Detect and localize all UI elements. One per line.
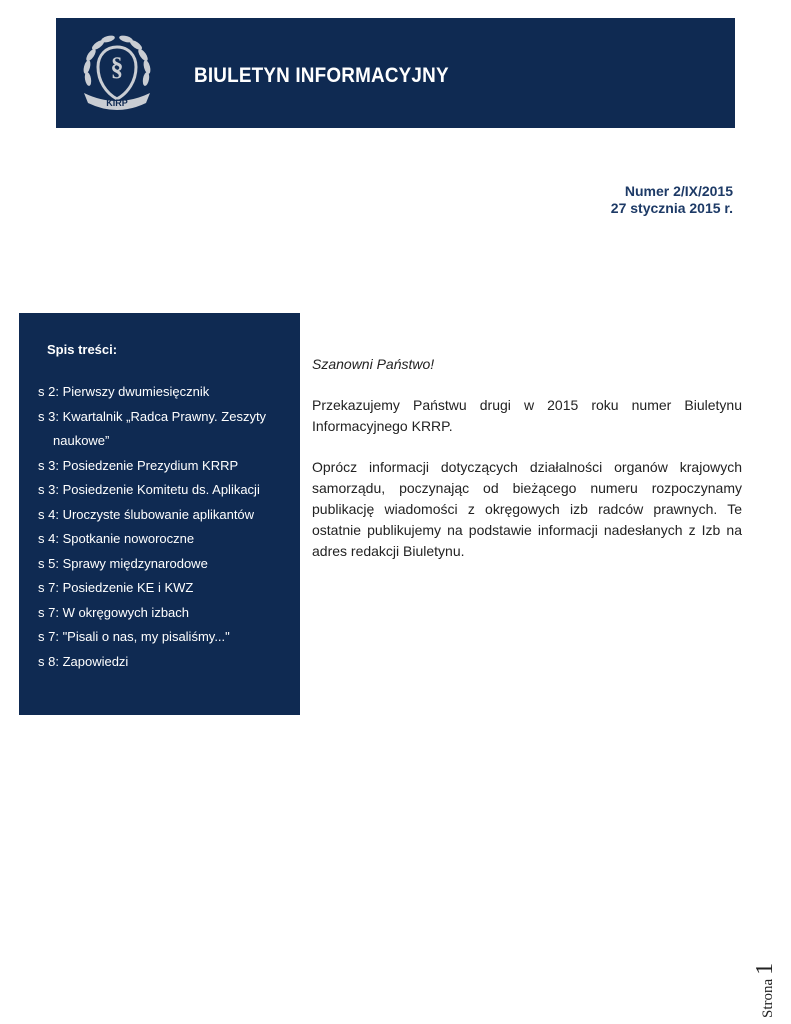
issue-number: Numer 2/IX/2015 [624, 183, 733, 199]
letter-paragraph: Przekazujemy Państwu drugi w 2015 roku numer Biuletynu Informacyjnego KRRP. [312, 397, 742, 434]
toc-item-label: s 4: Uroczyste ślubowanie aplikantów [38, 506, 255, 522]
toc-item[interactable] [38, 576, 283, 601]
toc-item-label: s 7: "Pisali o nas, my pisaliśmy..." [38, 629, 230, 644]
toc-list [38, 380, 283, 674]
issue-info [611, 183, 733, 217]
toc-item[interactable] [38, 625, 283, 650]
page-number-footer [752, 898, 782, 1018]
toc-item-label: s 3: Posiedzenie Komitetu ds. Aplikacji [38, 482, 260, 497]
section-symbol: § [110, 52, 124, 81]
toc-item[interactable] [38, 503, 283, 528]
table-of-contents [19, 313, 300, 715]
toc-item-label: s 3: Kwartalnik „Radca Prawny. Zeszyty [38, 408, 267, 424]
toc-item-label: s 7: Posiedzenie KE i KWZ [38, 580, 194, 595]
toc-item-label: s 8: Zapowiedzi [38, 653, 129, 669]
toc-item[interactable] [38, 405, 283, 454]
toc-item[interactable] [38, 380, 283, 405]
header-banner [56, 18, 735, 128]
page-label: Strona [760, 978, 776, 1018]
toc-item-label-continued: naukowe” [53, 433, 110, 448]
toc-item[interactable] [38, 650, 283, 675]
letter-greeting: Szanowni Państwo! [312, 356, 435, 372]
toc-item-label: s 5: Sprawy międzynarodowe [38, 555, 208, 571]
logo-text: KIRP [106, 98, 128, 108]
toc-item[interactable] [38, 601, 283, 626]
toc-item[interactable] [38, 454, 283, 479]
toc-item[interactable] [38, 552, 283, 577]
bulletin-title: BIULETYN INFORMACYJNY [194, 64, 449, 87]
toc-item-label: s 3: Posiedzenie Prezydium KRRP [38, 457, 239, 473]
toc-item[interactable] [38, 527, 283, 552]
toc-heading: Spis treści: [47, 342, 118, 357]
toc-item-label: s 7: W okręgowych izbach [38, 604, 190, 620]
toc-item[interactable] [38, 478, 283, 503]
krp-emblem-icon [76, 33, 158, 115]
letter-paragraph: Oprócz informacji dotyczących działalności organów krajowych samorządu, poczynając od bieżącego numeru rozpoczynamy publikację wiadomości z okręgowych izb radców prawnych. Te ostatnie publikujemy na podstawie informacji nadesłanych z Izb na adres redakcji Biuletynu. [312, 459, 742, 559]
issue-date: 27 stycznia 2015 r. [610, 200, 733, 216]
editorial-letter [312, 354, 742, 582]
toc-item-label: s 4: Spotkanie noworoczne [38, 531, 195, 546]
page-number: 1 [752, 962, 778, 975]
toc-item-label: s 2: Pierwszy dwumiesięcznik [38, 384, 210, 399]
